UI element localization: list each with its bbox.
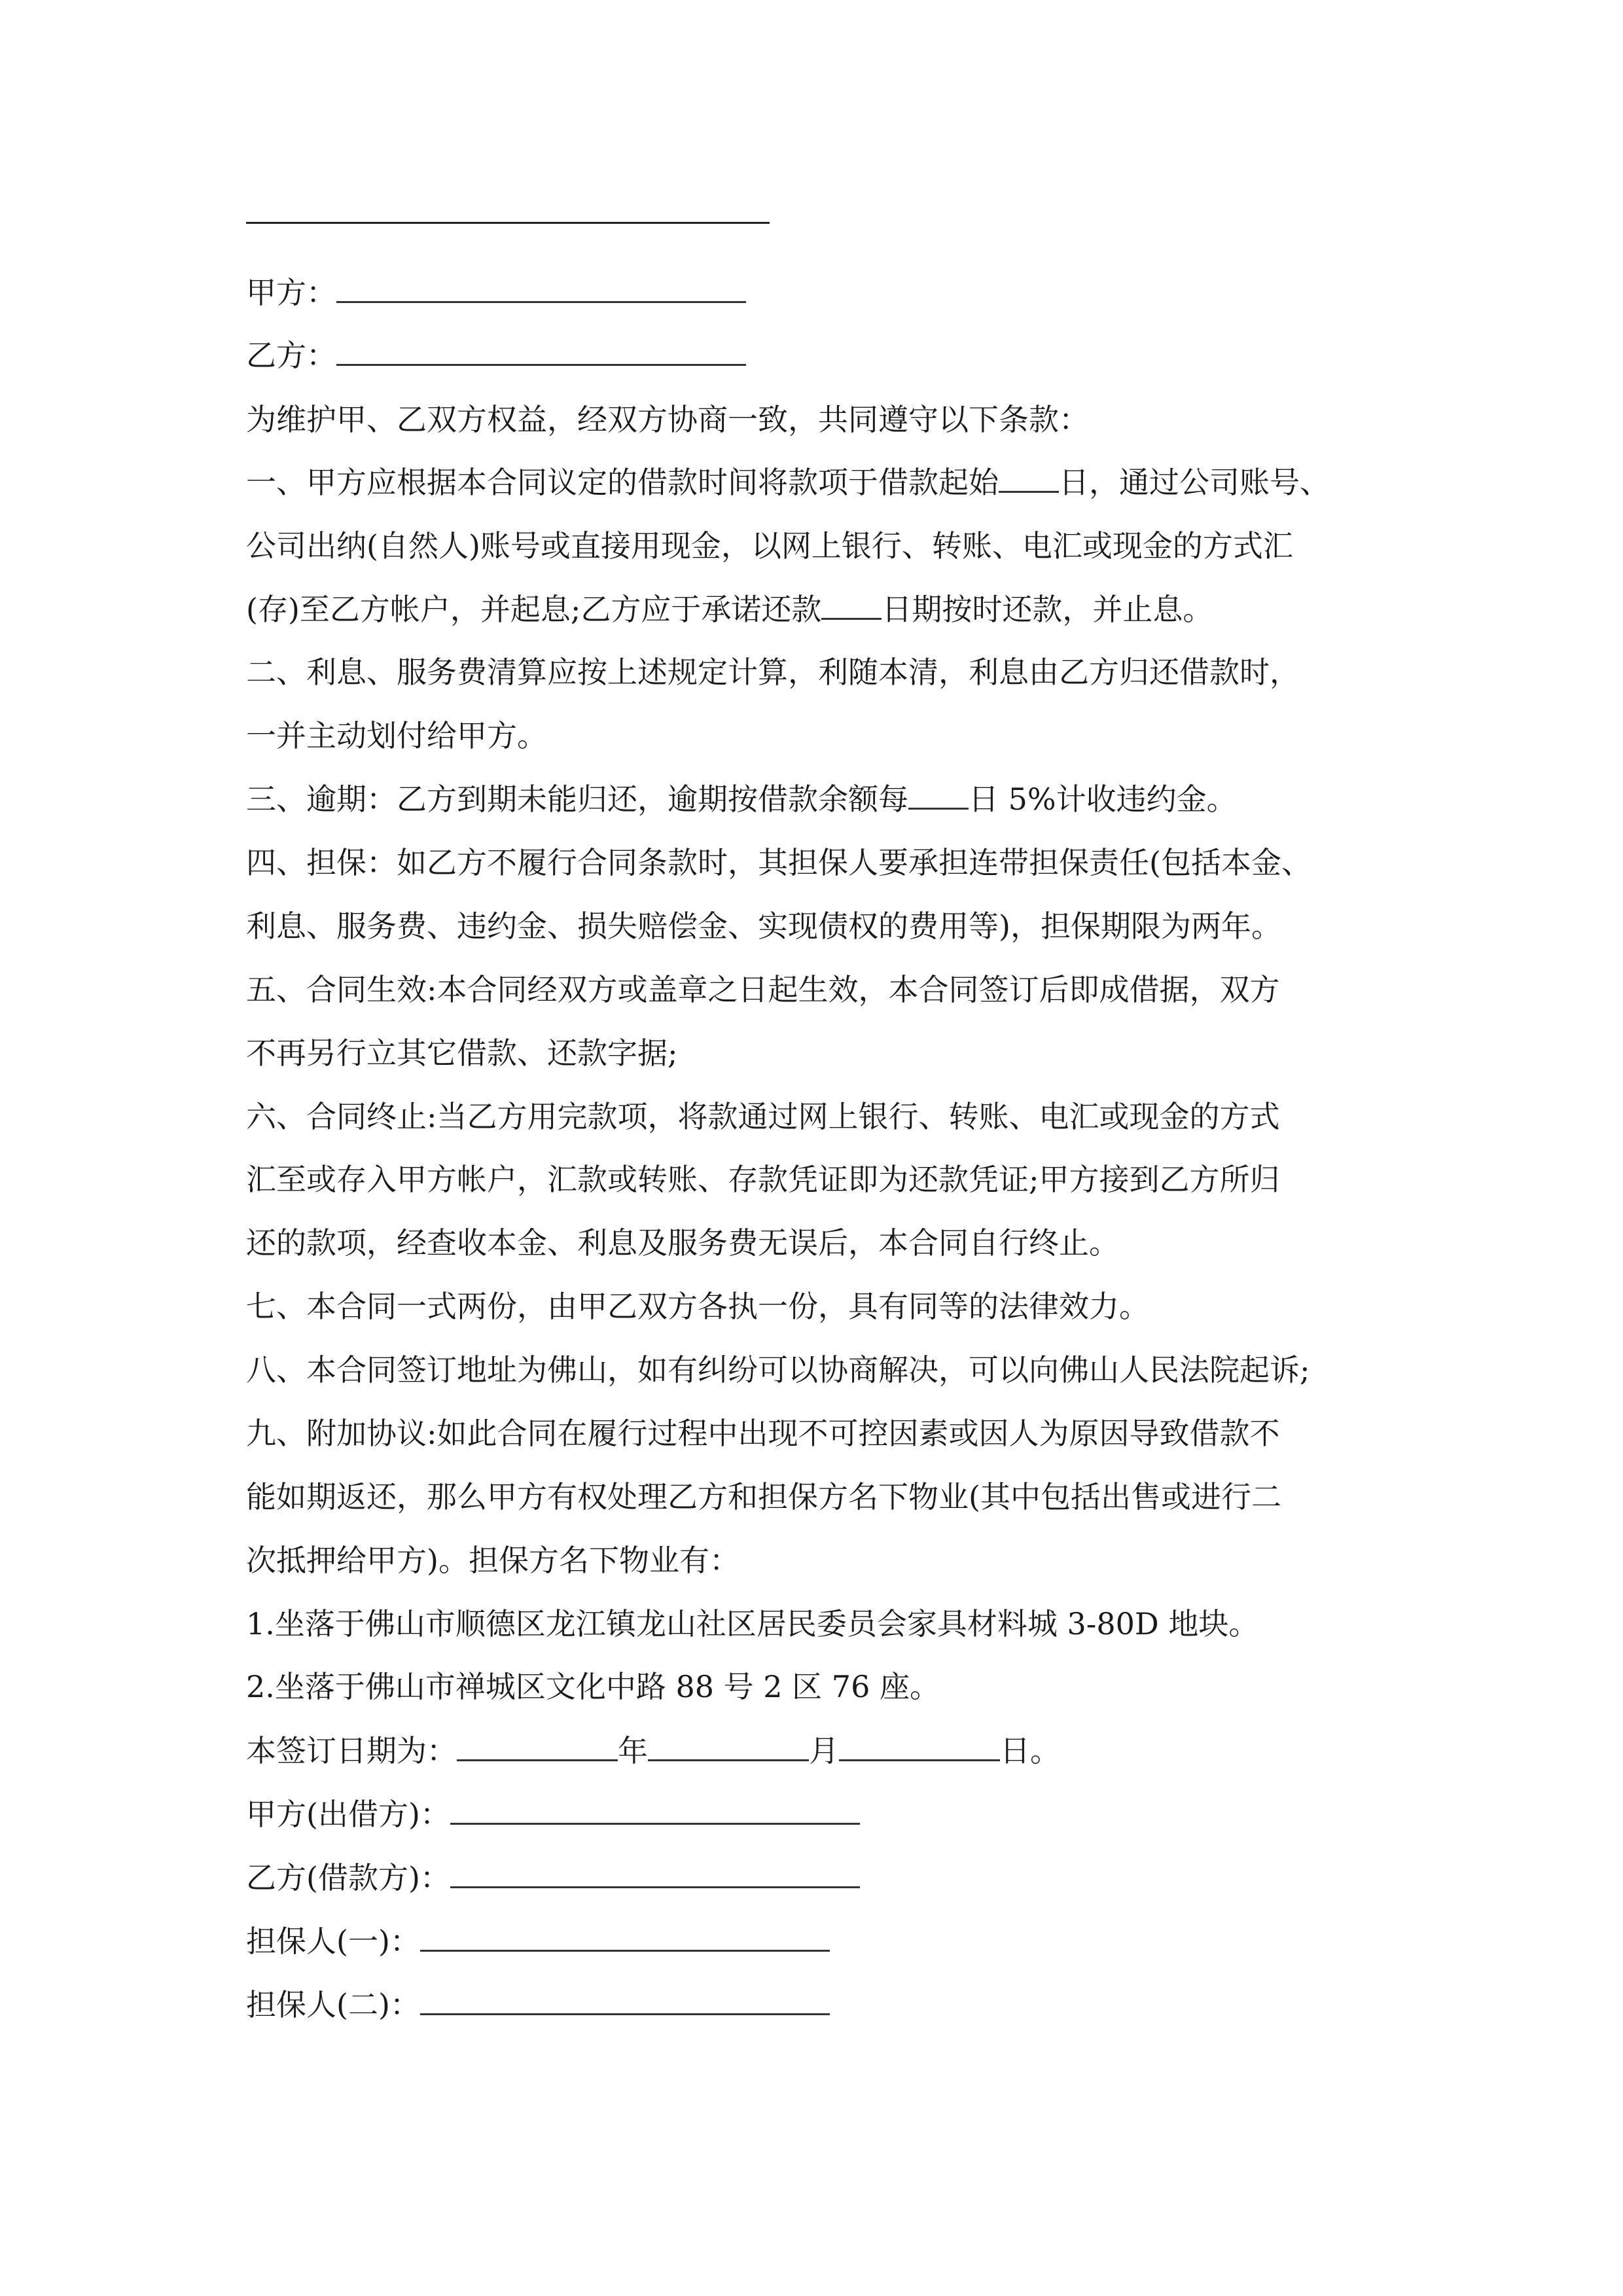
guarantor1-signature-blank[interactable] [420, 1921, 830, 1952]
guarantor2-signature-blank[interactable] [420, 1984, 830, 2015]
sign-day-label: 日。 [1000, 1733, 1060, 1768]
clause1-text-d: 日期按时还款，并止息。 [882, 592, 1213, 627]
lender-signature-blank[interactable] [450, 1794, 860, 1825]
clause8-line: 八、本合同签订地址为佛山，如有纠纷可以协商解决，可以向佛山人民法院起诉; [246, 1352, 1310, 1388]
clause9-line1: 九、附加协议:如此合同在履行过程中出现不可控因素或因人为原因导致借款不 [246, 1416, 1280, 1451]
clause2-line1: 二、利息、服务费清算应按上述规定计算，利随本清，利息由乙方归还借款时， [246, 655, 1300, 690]
party-b-label: 乙方： [246, 338, 336, 373]
borrower-signature-line [246, 1857, 860, 1898]
guarantor2-signature-line [246, 1984, 830, 2025]
sign-year-label: 年 [618, 1733, 648, 1768]
sign-day-blank[interactable] [839, 1731, 1000, 1761]
clause1-repay-blank[interactable] [821, 589, 882, 620]
clause1-line1 [246, 462, 1330, 503]
sign-month-blank[interactable] [648, 1731, 809, 1761]
clause3-text-a: 三、逾期：乙方到期未能归还，逾期按借款余额每 [246, 781, 908, 817]
sign-year-blank[interactable] [457, 1731, 618, 1761]
sign-month-label: 月 [809, 1733, 839, 1768]
clause1-text-a: 一、甲方应根据本合同议定的借款时间将款项于借款起始 [246, 465, 999, 500]
guarantor1-label: 担保人(一)： [246, 1924, 420, 1959]
clause4-line1: 四、担保：如乙方不履行合同条款时，其担保人要承担连带担保责任(包括本金、 [246, 845, 1311, 880]
sign-date-line [246, 1731, 1060, 1771]
clause6-line1: 六、合同终止:当乙方用完款项，将款通过网上银行、转账、电汇或现金的方式 [246, 1099, 1280, 1134]
borrower-signature-blank[interactable] [450, 1857, 860, 1888]
party-b-line [246, 335, 746, 376]
clause3-line [246, 779, 1237, 819]
clause1-text-c: (存)至乙方帐户，并起息;乙方应于承诺还款 [246, 592, 822, 627]
lender-label: 甲方(出借方)： [246, 1797, 450, 1832]
intro-text: 为维护甲、乙双方权益，经双方协商一致，共同遵守以下条款： [246, 402, 1089, 437]
property-item-1: 1.坐落于佛山市顺德区龙江镇龙山社区居民委员会家具材料城 3-80D 地块。 [246, 1606, 1259, 1641]
party-a-label: 甲方： [246, 275, 336, 310]
guarantor1-signature-line [246, 1921, 830, 1962]
clause9-line3: 次抵押给甲方)。担保方名下物业有： [246, 1543, 740, 1578]
clause1-line2: 公司出纳(自然人)账号或直接用现金，以网上银行、转账、电汇或现金的方式汇 [246, 528, 1293, 564]
clause3-days-blank[interactable] [908, 779, 969, 810]
lender-signature-line [246, 1794, 860, 1835]
clause1-text-b: 日，通过公司账号、 [1059, 465, 1330, 500]
clause2-line2: 一并主动划付给甲方。 [246, 718, 547, 753]
top-separator-line [246, 222, 770, 224]
borrower-label: 乙方(借款方)： [246, 1860, 450, 1895]
sign-date-label: 本签订日期为： [246, 1733, 457, 1768]
clause3-text-b: 日 5%计收违约金。 [969, 781, 1237, 817]
clause5-line1: 五、合同生效:本合同经双方或盖章之日起生效，本合同签订后即成借据，双方 [246, 972, 1280, 1007]
clause1-start-day-blank[interactable] [999, 462, 1059, 493]
clause9-line2: 能如期返还，那么甲方有权处理乙方和担保方名下物业(其中包括出售或进行二 [246, 1479, 1281, 1515]
clause5-line2: 不再另行立其它借款、还款字据; [246, 1035, 678, 1071]
clause1-line3 [246, 589, 1213, 630]
guarantor2-label: 担保人(二)： [246, 1987, 420, 2022]
party-a-line [246, 272, 746, 313]
clause4-line2: 利息、服务费、违约金、损失赔偿金、实现债权的费用等)，担保期限为两年。 [246, 908, 1281, 944]
party-b-blank[interactable] [336, 335, 746, 366]
property-item-2: 2.坐落于佛山市禅城区文化中路 88 号 2 区 76 座。 [246, 1669, 940, 1704]
clause6-line2: 汇至或存入甲方帐户，汇款或转账、存款凭证即为还款凭证;甲方接到乙方所归 [246, 1162, 1280, 1197]
clause7-line: 七、本合同一式两份，由甲乙双方各执一份，具有同等的法律效力。 [246, 1289, 1149, 1324]
party-a-blank[interactable] [336, 272, 746, 303]
clause6-line3: 还的款项，经查收本金、利息及服务费无误后，本合同自行终止。 [246, 1225, 1119, 1261]
